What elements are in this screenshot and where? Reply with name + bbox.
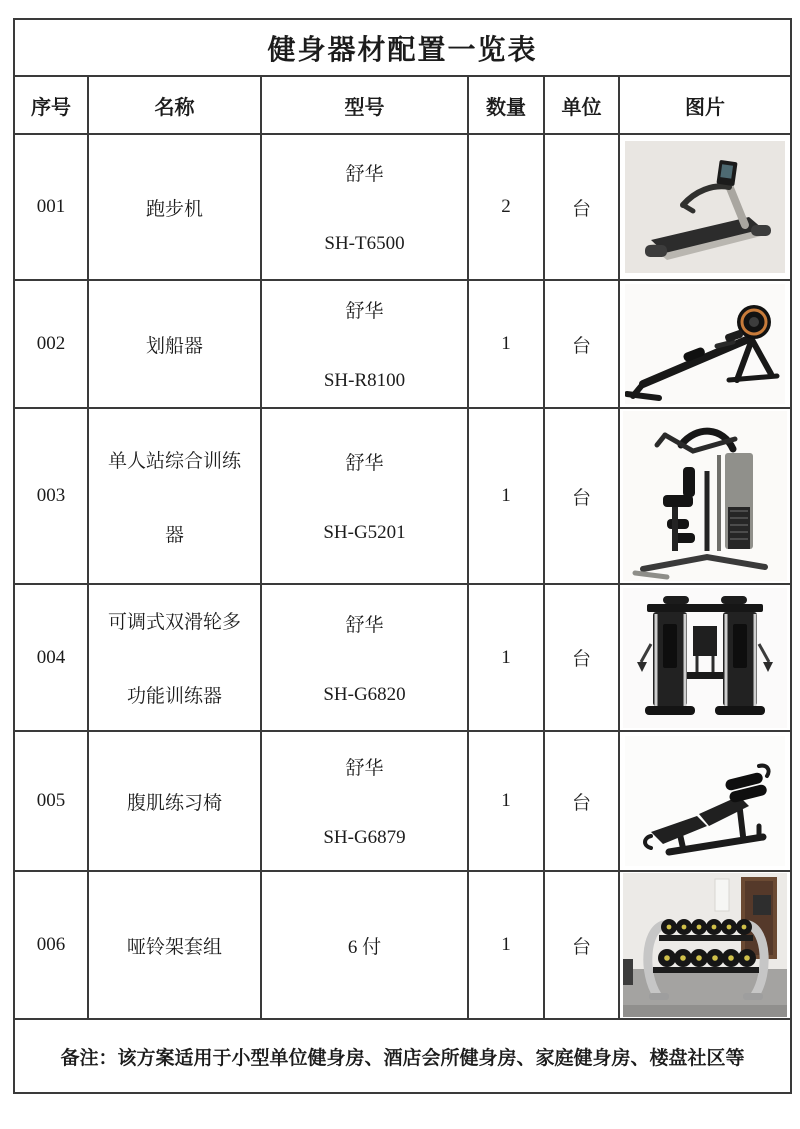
- cell-qty: 1: [468, 731, 544, 871]
- cell-unit: 台: [544, 584, 619, 731]
- equipment-table: [13, 18, 792, 1094]
- cell-model: 舒华 SH-G6820: [261, 584, 468, 731]
- cell-qty: 1: [468, 280, 544, 408]
- title-row: [14, 19, 791, 76]
- col-header-name: 名称: [88, 76, 261, 134]
- cell-unit: 台: [544, 134, 619, 280]
- cell-image: [619, 584, 791, 731]
- cell-model: 舒华 SH-G6879: [261, 731, 468, 871]
- col-header-no: 序号: [14, 76, 88, 134]
- dumbbell-rack-image: [623, 873, 787, 1017]
- cell-image: [619, 280, 791, 408]
- cell-name: 单人站综合训练 器: [88, 408, 261, 584]
- col-header-model: 型号: [261, 76, 468, 134]
- cell-no: 005: [14, 731, 88, 871]
- cell-name: 跑步机: [88, 134, 261, 280]
- cell-name: 划船器: [88, 280, 261, 408]
- rowing-machine-image: [625, 284, 785, 404]
- table-row: [14, 280, 791, 408]
- cell-image: [619, 408, 791, 584]
- col-header-image: 图片: [619, 76, 791, 134]
- cell-image: [619, 134, 791, 280]
- note-row: [14, 1019, 791, 1093]
- cell-name: 哑铃架套组: [88, 871, 261, 1019]
- cell-image: [619, 731, 791, 871]
- cell-image: [619, 871, 791, 1019]
- cell-qty: 2: [468, 134, 544, 280]
- note-text: 备注：该方案适用于小型单位健身房、酒店会所健身房、家庭健身房、楼盘社区等: [14, 1019, 791, 1093]
- cell-model: 舒华 SH-G5201: [261, 408, 468, 584]
- cell-model: 舒华 SH-R8100: [261, 280, 468, 408]
- cell-qty: 1: [468, 408, 544, 584]
- page-title: 健身器材配置一览表: [14, 19, 791, 76]
- col-header-unit: 单位: [544, 76, 619, 134]
- cell-model: 舒华 SH-T6500: [261, 134, 468, 280]
- table-row: [14, 584, 791, 731]
- cell-no: 006: [14, 871, 88, 1019]
- cell-model: 6 付: [261, 871, 468, 1019]
- cell-unit: 台: [544, 280, 619, 408]
- cell-unit: 台: [544, 731, 619, 871]
- cell-qty: 1: [468, 584, 544, 731]
- cell-name: 腹肌练习椅: [88, 731, 261, 871]
- cell-no: 004: [14, 584, 88, 731]
- cell-unit: 台: [544, 408, 619, 584]
- table-row: [14, 871, 791, 1019]
- multi-gym-image: [623, 411, 787, 581]
- cell-no: 002: [14, 280, 88, 408]
- cell-unit: 台: [544, 871, 619, 1019]
- treadmill-image: [625, 141, 785, 273]
- functional-trainer-image: [623, 588, 787, 728]
- cell-no: 003: [14, 408, 88, 584]
- table-row: [14, 134, 791, 280]
- cell-no: 001: [14, 134, 88, 280]
- header-row: [14, 76, 791, 134]
- table-row: [14, 408, 791, 584]
- ab-bench-image: [625, 736, 785, 866]
- cell-name: 可调式双滑轮多 功能训练器: [88, 584, 261, 731]
- cell-qty: 1: [468, 871, 544, 1019]
- table-row: [14, 731, 791, 871]
- col-header-qty: 数量: [468, 76, 544, 134]
